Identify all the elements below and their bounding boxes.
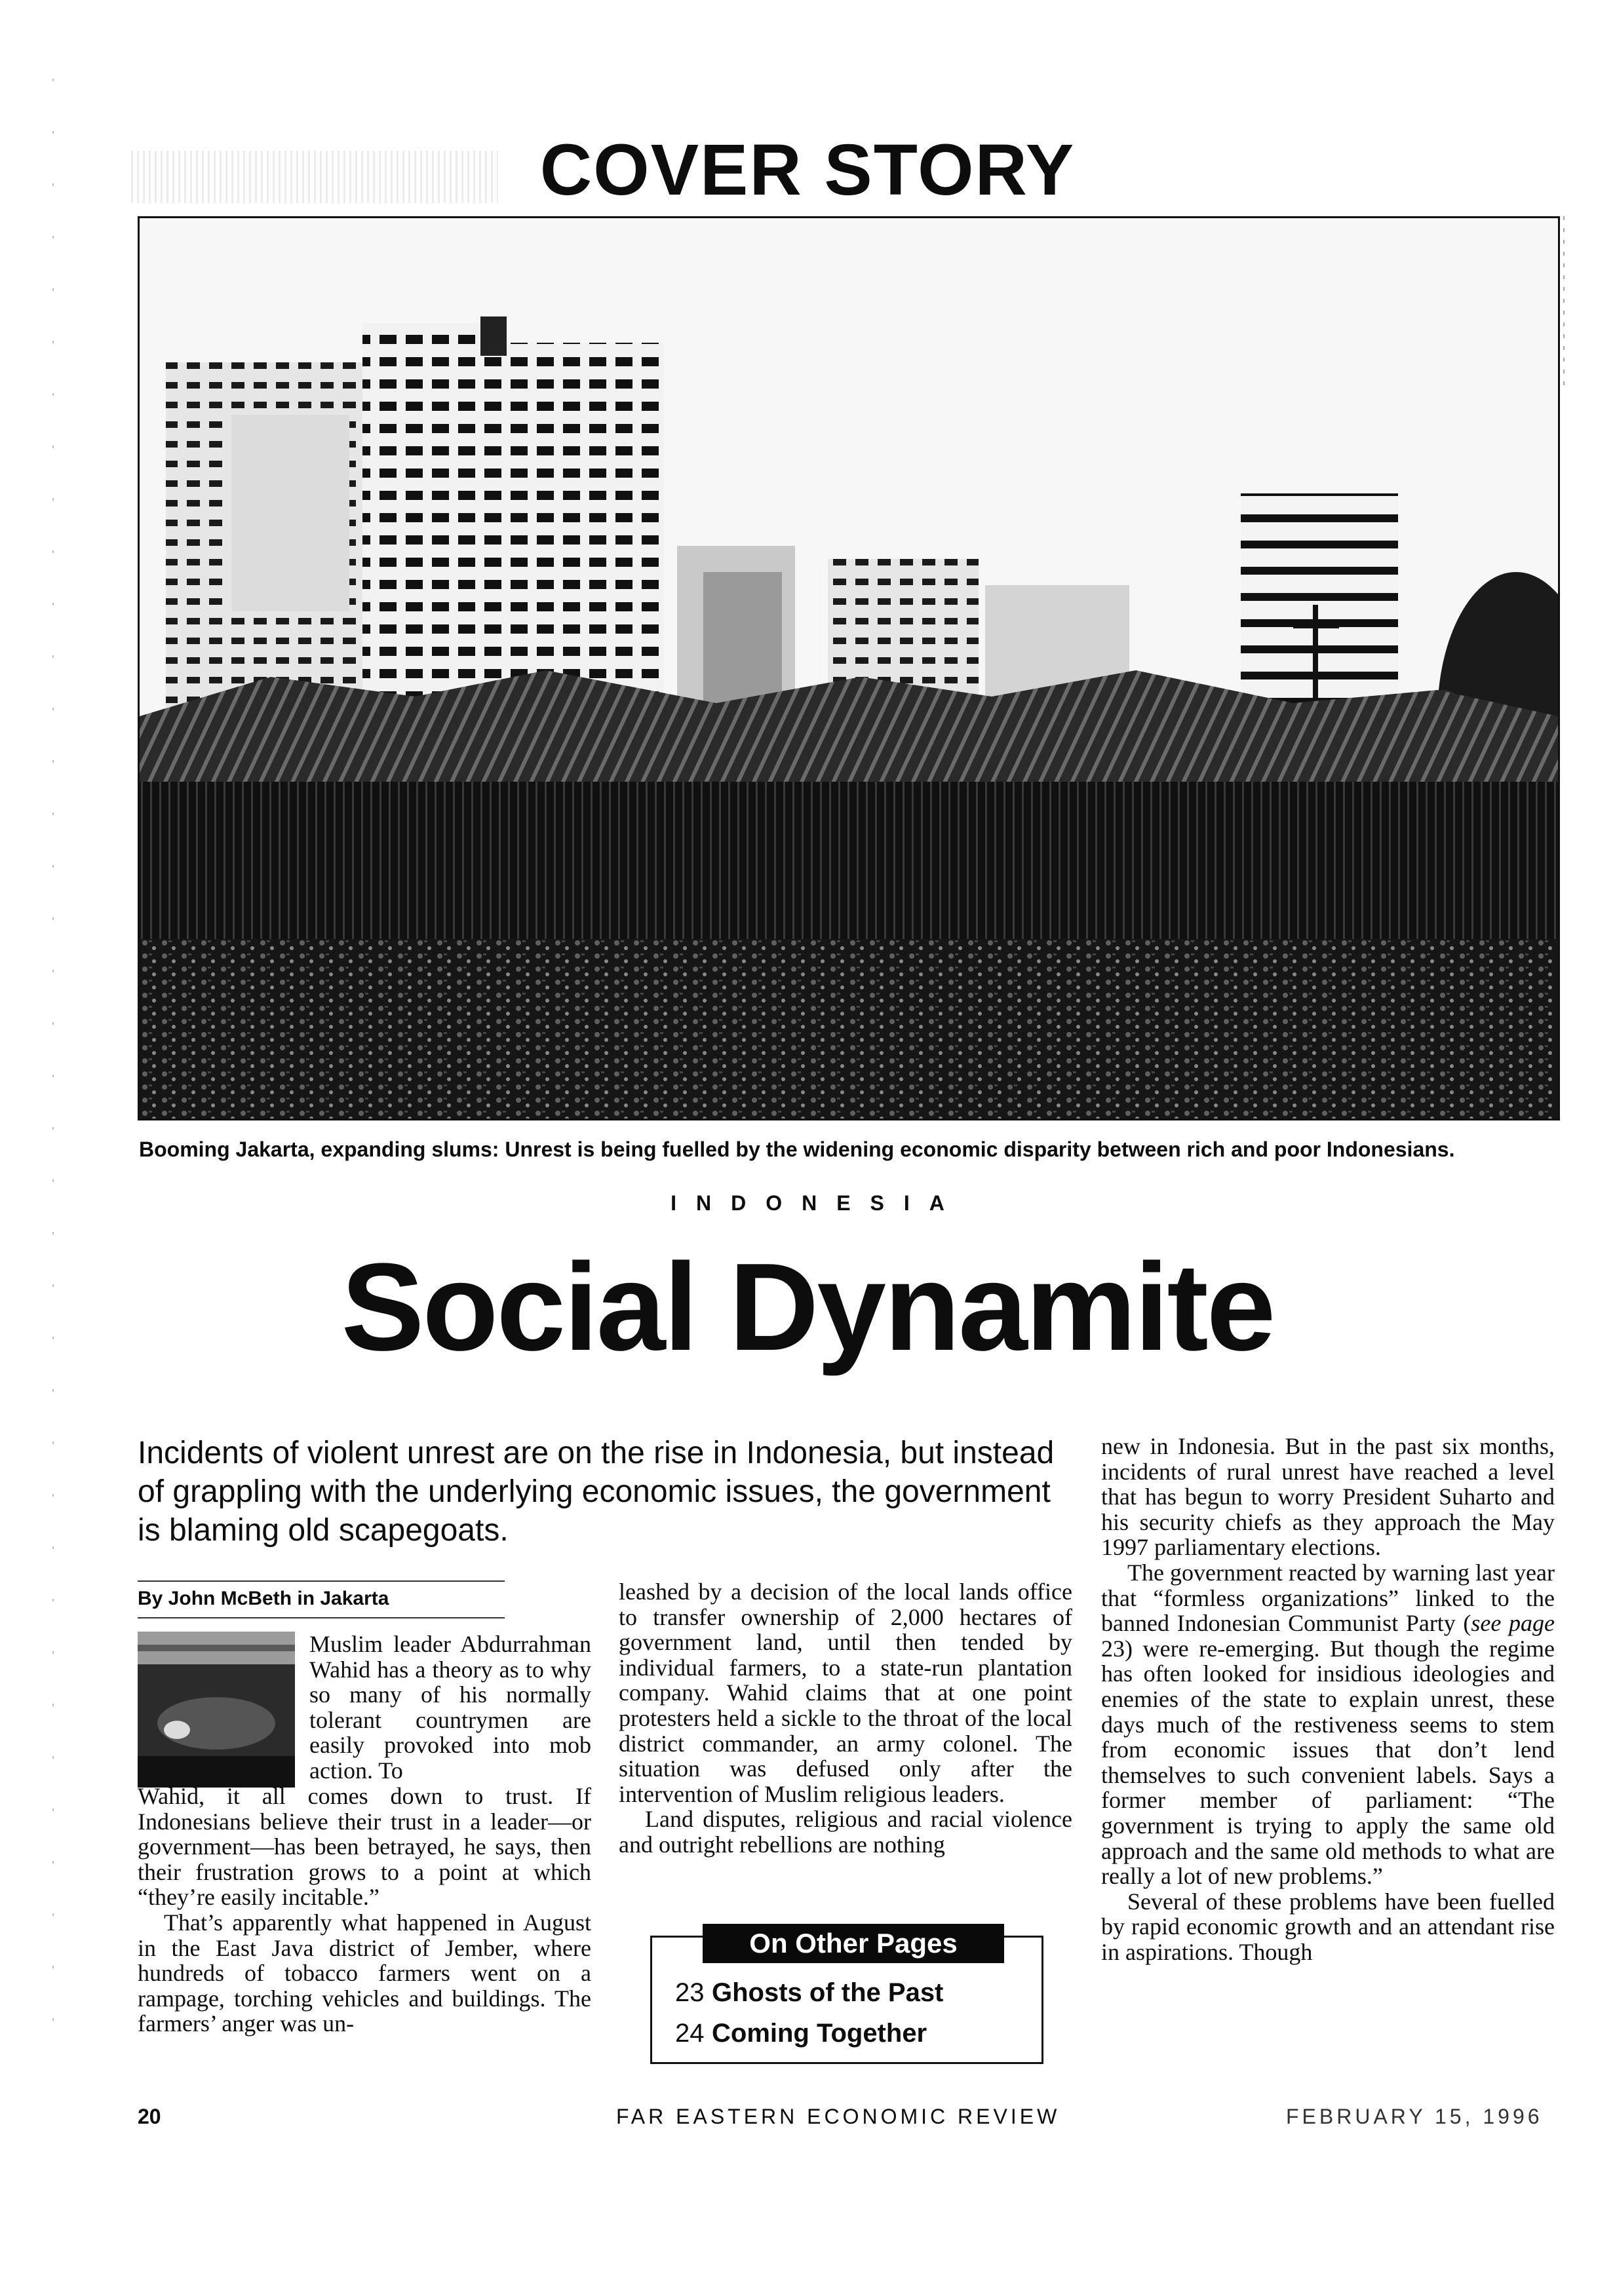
byline-rule [138, 1617, 505, 1618]
issue-date: FEBRUARY 15, 1996 [1286, 2105, 1543, 2128]
paragraph: Land disputes, religious and racial violence and outright rebellions are nothing [619, 1806, 1072, 1858]
paragraph: Wahid, it all comes down to trust. If Indonesians believe their trust in a leader—or government—has been betrayed, he says, then their frustration grows to a point at which “they’re easily incitable.” [138, 1783, 591, 1911]
article-dek: Incidents of violent unrest are on the rise in Indonesia, but instead of grappling with the underlying economic issues, the government is blaming old scapegoats. [138, 1436, 1055, 1548]
page-ref: 23 [675, 1978, 705, 2007]
publication-name: FAR EASTERN ECONOMIC REVIEW [616, 2105, 1060, 2128]
paragraph [1101, 1434, 1555, 1560]
byline-rule [138, 1580, 505, 1582]
list-item[interactable] [675, 1972, 1029, 2013]
scan-margin-marks [1563, 216, 1565, 387]
article-column-1 [138, 1784, 591, 2037]
article-column-2 [619, 1579, 1072, 1858]
story-title: Coming Together [712, 2019, 927, 2048]
paragraph: leashed by a decision of the local lands office to transfer ownership of 2,000 hectares of government land, until then tended by individual farmers, to a state-run plantation company. Wahid claims that at one point protesters held a sickle to the throat of the local district commander, an army colonel. The situation was defused only after the intervention of Muslim religious leaders. [619, 1578, 1072, 1807]
on-other-pages-title: On Other Pages [703, 1924, 1004, 1963]
section-header: COVER STORY [539, 130, 1076, 210]
text-run: 23) were re-emerging. But though the regime has often looked for insidious ideologies and enemies of the state to explain unrest, these days much of the restiveness seems to stem from economic issues that don’t lend themselves to such convenient labels. Says a former member of parliament: “The government is trying to apply the same old approach and the same old methods to what are really a lot of new problems.” [1101, 1635, 1555, 1890]
paragraph: That’s apparently what happened in August in the East Java district of Jember, where hundreds of tobacco farmers went on a rampage, torching vehicles and buildings. The farmers’ anger was un- [138, 1909, 591, 2037]
cover-photo [138, 216, 1560, 1120]
article-column-3 [1101, 1434, 1555, 1964]
byline: By John McBeth in Jakarta [138, 1588, 389, 1609]
section-kicker: INDONESIA [671, 1191, 964, 1215]
page-reference[interactable]: see page [1471, 1610, 1555, 1637]
author-thumbnail-photo [138, 1632, 295, 1788]
article-column-1-wrap [309, 1632, 591, 1784]
story-title: Ghosts of the Past [712, 1978, 944, 2007]
paragraph: Muslim leader Abdurrahman Wahid has a theory as to why so many of his normally tolerant countrymen are easily provoked into mob action. To [309, 1631, 591, 1784]
scan-margin-marks [52, 79, 54, 2044]
page-ref: 24 [675, 2019, 705, 2048]
text-run: The government reacted by warning last year that “formless organizations” linked to the banned Indonesian Communist Party ( [1101, 1559, 1555, 1637]
text-run: new in Indonesia. But in the past six months, incidents of rural unrest have reached a level that has begun to worry President Suharto and his security chiefs as they approach the May 1997 parliamentary elections. [1101, 1433, 1555, 1561]
paragraph: Several of these problems have been fuelled by rapid economic growth and an attendant rise in aspirations. Though [1101, 1888, 1555, 1965]
list-item[interactable] [675, 2013, 1029, 2054]
photo-caption: Booming Jakarta, expanding slums: Unrest is being fuelled by the widening economic disparity between rich and poor Indonesians. [139, 1138, 1455, 1161]
page-number: 20 [138, 2105, 161, 2128]
paragraph [1101, 1560, 1555, 1889]
on-other-pages-list [675, 1972, 1029, 2054]
article-headline: Social Dynamite [341, 1238, 1274, 1377]
